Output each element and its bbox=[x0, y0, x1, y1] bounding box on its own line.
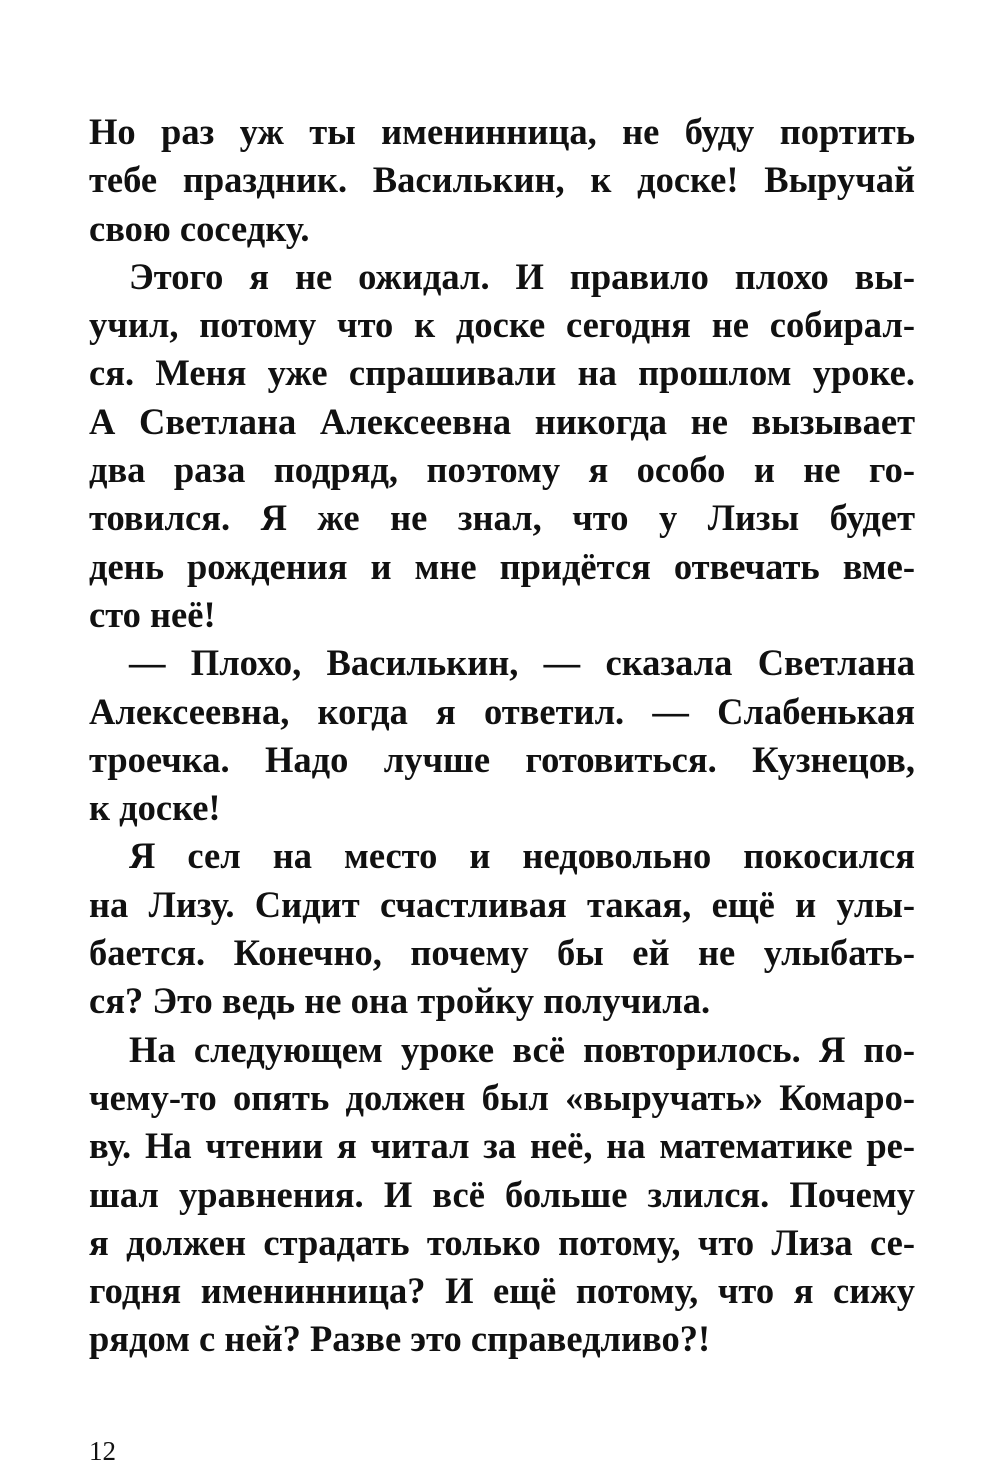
page-text bbox=[89, 108, 915, 1364]
text-line: Этого я не ожидал. И правило плохо вы- bbox=[129, 255, 915, 297]
text-line: годня именинница? И ещё потому, что я сижу bbox=[89, 1270, 915, 1312]
text-line: Алексеевна, когда я ответил. — Слабенькая bbox=[89, 690, 915, 732]
text-line: На следующем уроке всё повторилось. Я по- bbox=[129, 1028, 915, 1070]
text-line: чему-то опять должен был «выручать» Комаро- bbox=[89, 1076, 915, 1118]
text-line: рядом с ней? Разве это справедливо?! bbox=[89, 1318, 711, 1360]
text-line: Я сел на место и недовольно покосился bbox=[129, 835, 915, 877]
text-line: к доске! bbox=[89, 787, 221, 829]
text-line: Но раз уж ты именинница, не буду портить bbox=[89, 111, 915, 152]
text-line: учил, потому что к доске сегодня не собирал- bbox=[89, 304, 915, 346]
text-line: сто неё! bbox=[89, 593, 216, 635]
text-line: на Лизу. Сидит счастливая такая, ещё и улы- bbox=[89, 883, 915, 925]
text-line: ву. На чтении я читал за неё, на математике ре- bbox=[89, 1125, 915, 1167]
text-line: два раза подряд, поэтому я особо и не го- bbox=[89, 449, 915, 491]
text-line: товился. Я же не знал, что у Лизы будет bbox=[89, 497, 915, 539]
text-line: — Плохо, Василькин, — сказала Светлана bbox=[129, 642, 915, 684]
text-line: свою соседку. bbox=[89, 207, 310, 249]
text-line: шал уравнения. И всё больше злился. Почему bbox=[89, 1173, 915, 1215]
text-line: тебе праздник. Василькин, к доске! Выручай bbox=[89, 159, 915, 201]
text-line: ся? Это ведь не она тройку получила. bbox=[89, 980, 711, 1022]
page-number: 12 bbox=[89, 1436, 116, 1466]
text-line: троечка. Надо лучше готовиться. Кузнецов, bbox=[89, 738, 915, 780]
text-line: день рождения и мне придётся отвечать вме- bbox=[89, 545, 915, 587]
text-line: я должен страдать только потому, что Лиза се- bbox=[89, 1221, 915, 1263]
text-line: ся. Меня уже спрашивали на прошлом уроке. bbox=[89, 352, 915, 394]
text-line: бается. Конечно, почему бы ей не улыбать- bbox=[89, 932, 915, 974]
text-line: А Светлана Алексеевна никогда не вызывает bbox=[89, 400, 915, 442]
